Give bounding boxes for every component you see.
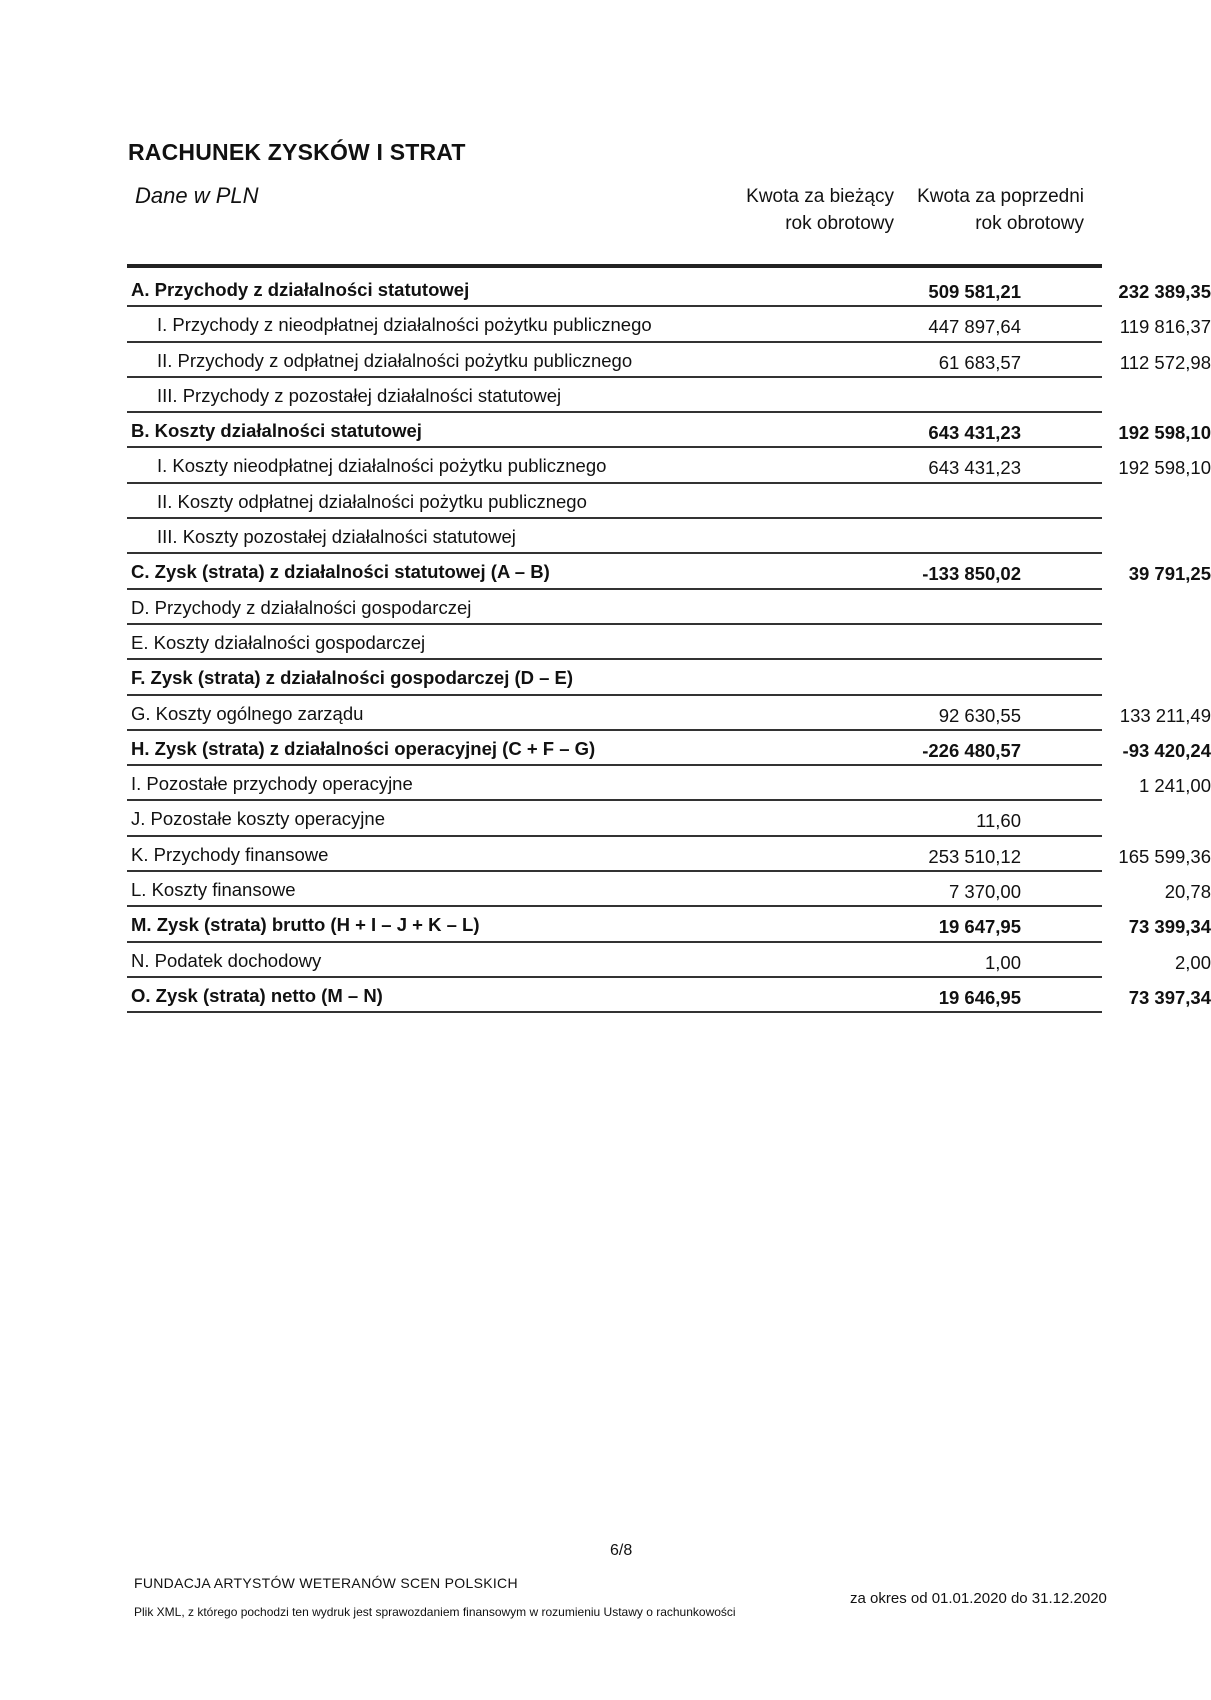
table-row-c [127, 554, 1211, 589]
row-value-previous: 192 598,10 [1118, 422, 1211, 444]
row-value-current: 92 630,55 [938, 704, 1021, 726]
row-value-current: 19 647,95 [938, 916, 1021, 938]
row-label: N. Podatek dochodowy [131, 949, 322, 971]
row-value-current: 11,60 [976, 810, 1021, 832]
table-row-b-iii [127, 519, 1102, 554]
row-value-previous: 165 599,36 [1118, 845, 1211, 867]
column-header-previous-line-2: rok obrotowy [975, 213, 1084, 234]
column-header-current-line-2: rok obrotowy [785, 213, 894, 234]
row-value-previous: 73 397,34 [1128, 986, 1211, 1008]
row-value-previous: 119 816,37 [1119, 316, 1211, 338]
income-statement-table [127, 272, 1211, 1013]
table-row-e [127, 625, 1102, 660]
row-label: I. Pozostałe przychody operacyjne [131, 773, 413, 795]
row-label: II. Przychody z odpłatnej działalności pożytku publicznego [157, 349, 633, 371]
footer-foundation-name: FUNDACJA ARTYSTÓW WETERANÓW SCEN POLSKICH [134, 1575, 518, 1591]
table-row-o [127, 978, 1211, 1013]
row-value-current: 509 581,21 [928, 281, 1021, 302]
row-label: B. Koszty działalności statutowej [131, 420, 422, 442]
currency-note: Dane w PLN [135, 183, 259, 208]
footer-reporting-period: za okres od 01.01.2020 do 31.12.2020 [850, 1590, 1107, 1607]
row-label: J. Pozostałe koszty operacyjne [131, 808, 385, 830]
row-label: M. Zysk (strata) brutto (H + I – J + K – L) [131, 914, 480, 936]
table-row-j [127, 801, 1102, 836]
column-header-previous-line-1: Kwota za poprzedni [917, 186, 1084, 207]
row-value-previous: 112 572,98 [1119, 351, 1211, 373]
page-title: RACHUNEK ZYSKÓW I STRAT [128, 139, 466, 165]
table-row-i [127, 766, 1211, 801]
table-row-d [127, 590, 1102, 625]
column-header-previous [900, 183, 1084, 237]
row-label: I. Przychody z nieodpłatnej działalności pożytku publicznego [157, 314, 652, 336]
table-row-a-i [127, 307, 1211, 342]
row-label: I. Koszty nieodpłatnej działalności pożytku publicznego [157, 455, 607, 477]
row-label: II. Koszty odpłatnej działalności pożytku publicznego [157, 490, 587, 512]
table-row-n [127, 943, 1211, 978]
table-row-g [127, 696, 1211, 731]
page-number: 6/8 [610, 1542, 633, 1559]
row-value-previous: 39 791,25 [1128, 563, 1211, 585]
row-label: G. Koszty ogólnego zarządu [131, 702, 364, 724]
table-row-f [127, 660, 1102, 695]
row-label: F. Zysk (strata) z działalności gospodarczej (D – E) [131, 667, 574, 689]
row-value-previous: 1 241,00 [1138, 775, 1211, 797]
row-value-current: 643 431,23 [928, 457, 1021, 479]
row-value-previous: -93 420,24 [1122, 739, 1211, 761]
row-label: III. Przychody z pozostałej działalności statutowej [157, 384, 562, 406]
row-value-previous: 2,00 [1174, 951, 1211, 973]
table-row-k [127, 837, 1211, 872]
table-row-b-ii [127, 484, 1102, 519]
column-header-current [720, 183, 894, 237]
table-row-b [127, 413, 1211, 448]
row-label: III. Koszty pozostałej działalności statutowej [157, 526, 516, 548]
row-label: C. Zysk (strata) z działalności statutowej (A – B) [131, 561, 550, 583]
table-row-a [127, 272, 1211, 307]
table-row-a-iii [127, 378, 1102, 413]
table-row-b-i [127, 448, 1211, 483]
row-label: K. Przychody finansowe [131, 843, 329, 865]
row-label: D. Przychody z działalności gospodarczej [131, 596, 472, 618]
table-top-rule [127, 264, 1102, 268]
row-value-current: 61 683,57 [938, 351, 1021, 373]
row-value-current: 447 897,64 [928, 316, 1021, 338]
table-row-m [127, 907, 1211, 942]
footer-xml-note: Plik XML, z którego pochodzi ten wydruk jest sprawozdaniem finansowym w rozumieniu Ustawy o rachunkowości [134, 1605, 736, 1619]
row-value-previous: 192 598,10 [1118, 457, 1211, 479]
row-value-current: -226 480,57 [922, 739, 1021, 761]
row-label: L. Koszty finansowe [131, 879, 296, 901]
row-value-current: 19 646,95 [938, 986, 1021, 1008]
column-header-current-line-1: Kwota za bieżący [746, 186, 894, 207]
table-row-l [127, 872, 1211, 907]
row-value-previous: 133 211,49 [1119, 704, 1211, 726]
row-label: O. Zysk (strata) netto (M – N) [131, 984, 383, 1006]
row-label: E. Koszty działalności gospodarczej [131, 631, 426, 653]
table-row-h [127, 731, 1211, 766]
row-value-previous: 73 399,34 [1128, 916, 1211, 938]
row-value-current: 253 510,12 [928, 845, 1021, 867]
row-value-current: -133 850,02 [922, 563, 1021, 585]
row-label: H. Zysk (strata) z działalności operacyjnej (C + F – G) [131, 737, 596, 759]
row-value-current: 643 431,23 [928, 422, 1021, 444]
row-label: A. Przychody z działalności statutowej [131, 279, 470, 300]
row-value-current: 7 370,00 [948, 881, 1021, 903]
row-value-previous: 232 389,35 [1118, 281, 1211, 302]
table-row-a-ii [127, 343, 1211, 378]
row-value-current: 1,00 [984, 951, 1021, 973]
row-value-previous: 20,78 [1164, 881, 1211, 903]
